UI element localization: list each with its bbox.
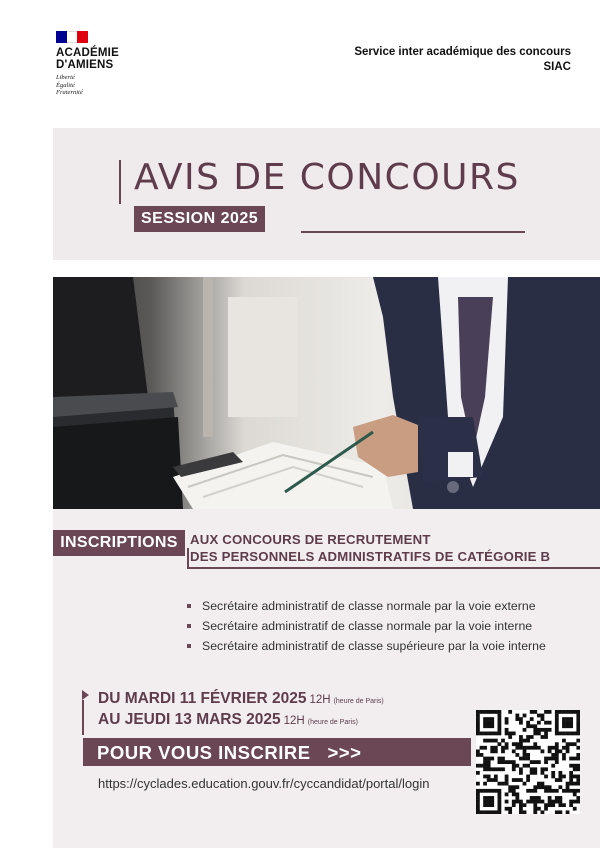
position-label: Secrétaire administratif de classe normale par la voie interne [202, 619, 533, 633]
positions-list [187, 598, 546, 658]
logo-name-line2: D'AMIENS [56, 59, 114, 71]
logo-name-line1: ACADÉMIE [56, 47, 119, 59]
service-line2: SIAC [543, 61, 571, 73]
bullet-icon [187, 604, 191, 608]
list-item [187, 638, 546, 658]
end-timezone: (heure de Paris) [307, 719, 358, 726]
logo-motto [56, 74, 119, 97]
end-date: AU JEUDI 13 MARS 2025 [98, 711, 281, 728]
logo-name [56, 47, 119, 71]
start-timezone: (heure de Paris) [333, 698, 384, 705]
motto-liberte: Liberté [56, 74, 75, 81]
service-line1: Service inter académique des concours [354, 46, 571, 58]
french-flag-icon [56, 31, 88, 43]
start-date: DU MARDI 11 FÉVRIER 2025 [98, 690, 307, 707]
service-name [354, 45, 571, 75]
start-time: 12H [309, 694, 331, 706]
register-arrows: >>> [327, 742, 362, 763]
start-date-line [98, 688, 384, 709]
inscriptions-divider [187, 548, 189, 568]
end-time: 12H [283, 715, 305, 727]
title-underline [301, 231, 525, 233]
qr-code-icon[interactable] [476, 710, 580, 814]
date-divider [82, 700, 84, 735]
inscriptions-label: INSCRIPTIONS [53, 530, 185, 556]
motto-fraternite: Fraternité [56, 89, 83, 96]
list-item [187, 598, 546, 618]
academie-logo [56, 31, 119, 97]
motto-egalite: Égalité [56, 81, 75, 89]
registration-url[interactable]: https://cyclades.education.gouv.fr/cyccandidat/portal/login [98, 776, 430, 791]
date-arrow-icon [82, 690, 89, 700]
register-text: POUR VOUS INSCRIRE [97, 742, 311, 763]
position-label: Secrétaire administratif de classe supérieure par la voie interne [202, 639, 546, 653]
bullet-icon [187, 624, 191, 628]
end-date-line [98, 709, 384, 730]
inscriptions-description [190, 531, 550, 565]
office-photo-illustration [53, 277, 600, 509]
page-title: AVIS DE CONCOURS [134, 157, 520, 198]
position-label: Secrétaire administratif de classe normale par la voie externe [202, 599, 536, 613]
office-photo [53, 277, 600, 509]
bullet-icon [187, 644, 191, 648]
session-badge: SESSION 2025 [134, 206, 265, 232]
inscriptions-underline [187, 567, 600, 569]
inscriptions-line2: DES PERSONNELS ADMINISTRATIFS DE CATÉGORIE B [190, 549, 551, 564]
register-label [97, 739, 361, 766]
registration-dates [98, 688, 384, 730]
list-item [187, 618, 546, 638]
inscriptions-line1: AUX CONCOURS DE RECRUTEMENT [190, 532, 431, 547]
title-accent-bar [119, 160, 121, 204]
